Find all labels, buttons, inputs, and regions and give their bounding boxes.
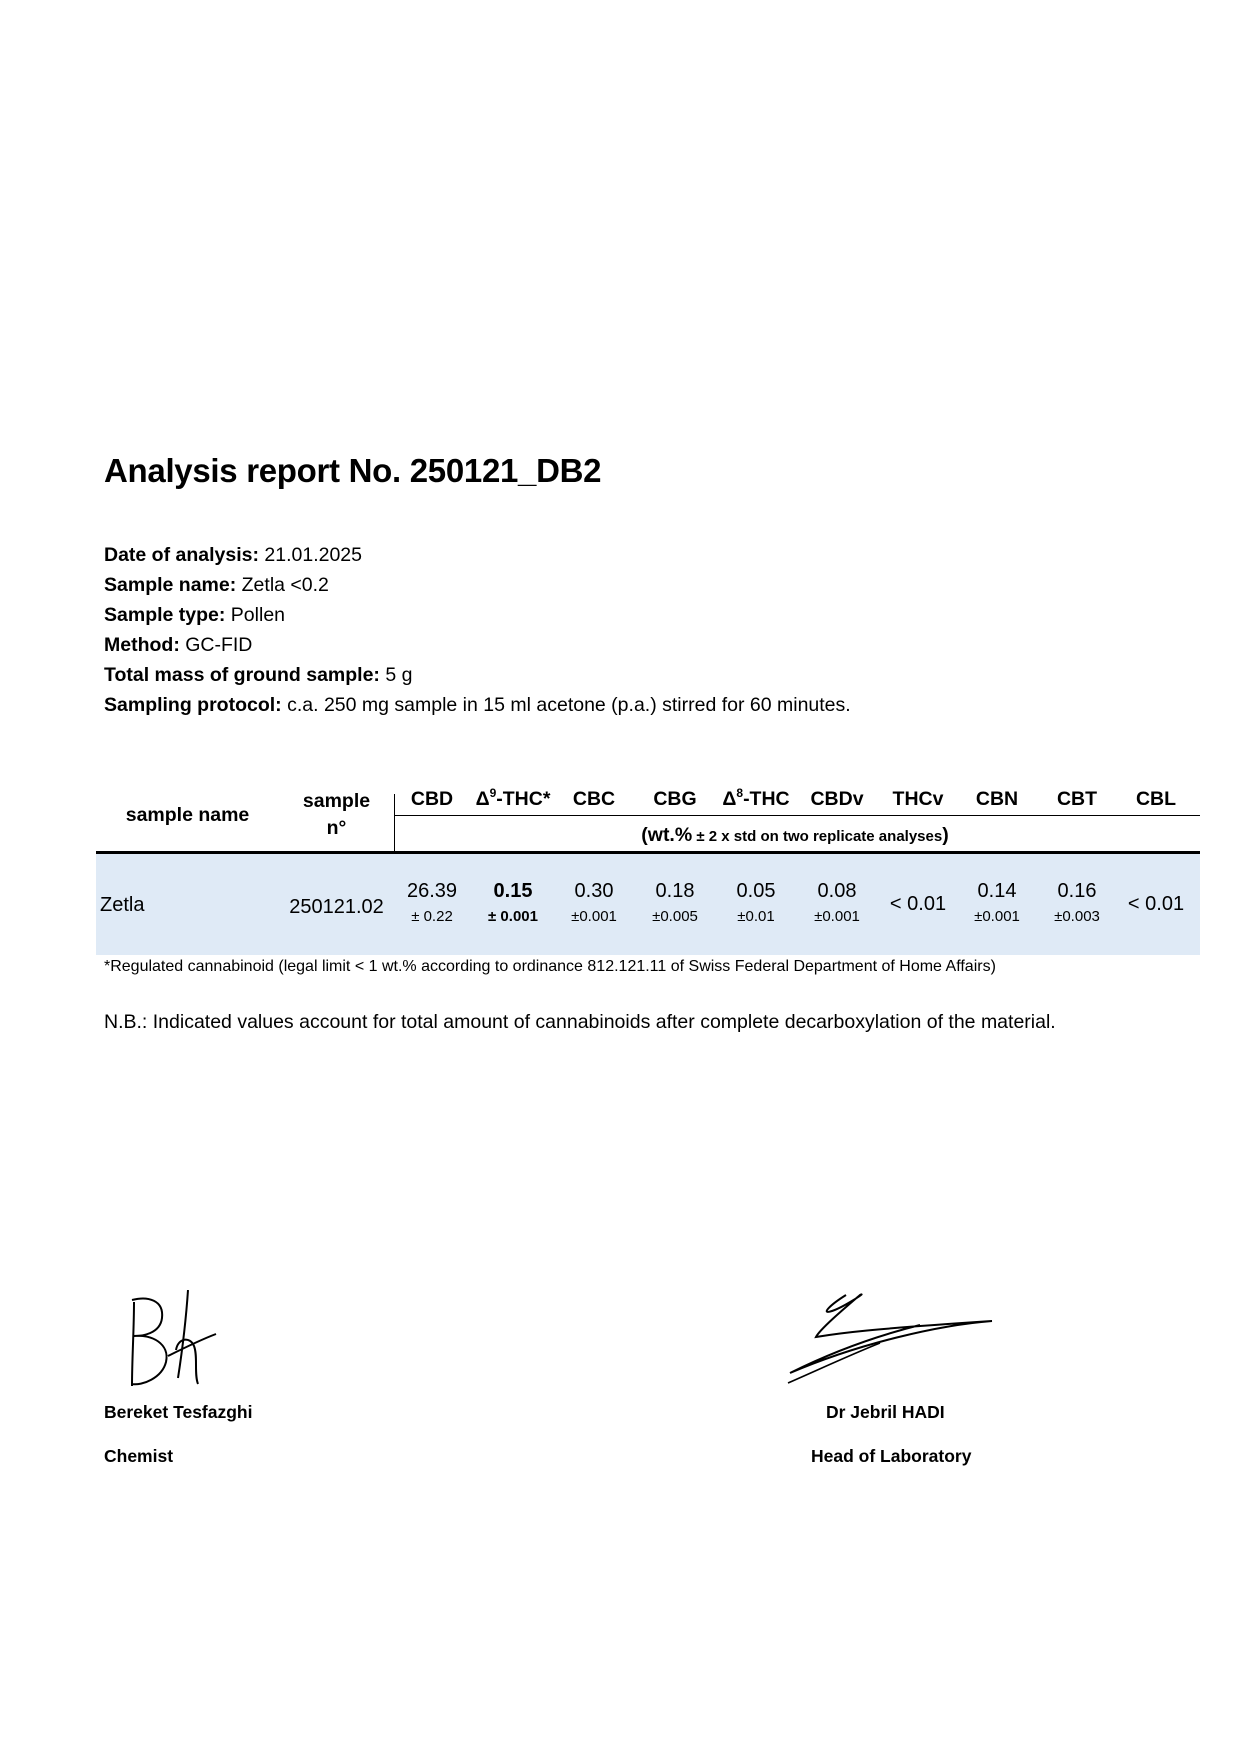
footnote: *Regulated cannabinoid (legal limit < 1 wt.% according to ordinance 812.121.11 of Swiss Federal Department of Home Affairs): [104, 958, 996, 975]
cell-value: 0.15: [493, 880, 533, 902]
signer-1-name: Bereket Tesfazghi: [104, 1402, 253, 1422]
cell-sample-name: Zetla: [100, 894, 145, 916]
header-sample-no-1: sample: [302, 790, 371, 812]
header-cannabinoid: CBG: [653, 788, 697, 810]
cell-value: 0.16: [1057, 880, 1097, 902]
header-cannabinoid: THCv: [892, 788, 944, 810]
cell-value: < 0.01: [889, 893, 947, 915]
cell-uncertainty: ±0.001: [974, 908, 1020, 925]
meta-date: Date of analysis: 21.01.2025: [104, 544, 363, 566]
header-sample-name: sample name: [125, 804, 250, 826]
signer-2-name: Dr Jebril HADI: [826, 1402, 945, 1422]
cell-uncertainty: ±0.001: [814, 908, 860, 925]
header-cannabinoid: $\Delta^8$-THC: [722, 786, 790, 810]
header-sample-no-2: n°: [326, 817, 347, 839]
meta-method: Method: GC-FID: [104, 634, 253, 656]
cell-value: 0.14: [977, 880, 1017, 902]
cell-uncertainty: ± 0.22: [411, 908, 453, 925]
cell-value: 0.18: [655, 880, 695, 902]
header-bottom-rule: [96, 851, 1200, 854]
signature-bereket-tesfazghi: [118, 1290, 228, 1390]
header-cannabinoid: CBC: [572, 788, 616, 810]
cell-value: 0.08: [817, 880, 857, 902]
cell-sample-no: 250121.02: [289, 896, 384, 918]
meta-sampling-protocol: Sampling protocol: c.a. 250 mg sample in 15 ml acetone (p.a.) stirred for 60 minutes.: [104, 694, 851, 716]
header-cannabinoid: CBN: [975, 788, 1019, 810]
meta-total-mass: Total mass of ground sample: 5 g: [104, 664, 413, 686]
cell-value: < 0.01: [1127, 893, 1185, 915]
header-cannabinoid: CBT: [1056, 788, 1098, 810]
nb-note: N.B.: Indicated values account for total amount of cannabinoids after complete decarboxylation of the material.: [104, 1011, 1056, 1033]
cell-uncertainty: ±0.003: [1054, 908, 1100, 925]
signer-2-role: Head of Laboratory: [811, 1446, 972, 1466]
header-divider: [395, 815, 1200, 816]
cell-uncertainty: ±0.005: [652, 908, 698, 925]
signature-jebril-hadi: [780, 1285, 1000, 1385]
meta-sample-name: Sample name: Zetla <0.2: [104, 574, 329, 596]
cell-uncertainty: ±0.001: [571, 908, 617, 925]
header-cannabinoid: $\Delta^9-THC*$: [475, 786, 551, 810]
cell-value: 0.30: [574, 880, 614, 902]
header-cannabinoid: CBL: [1135, 788, 1177, 810]
cell-uncertainty: ±0.01: [737, 908, 775, 925]
meta-sample-type: Sample type: Pollen: [104, 604, 286, 626]
header-cannabinoid: CBD: [410, 788, 454, 810]
cell-value: 26.39: [406, 880, 458, 902]
table-row-background: [96, 854, 1200, 955]
cell-value: 0.05: [736, 880, 776, 902]
cell-uncertainty: ± 0.001: [488, 908, 538, 925]
header-cannabinoid: CBDv: [810, 788, 864, 810]
report-title: Analysis report No. 250121_DB2: [104, 452, 602, 489]
units-caption: (wt.% ± 2 x std on two replicate analyses): [641, 824, 949, 846]
signer-1-role: Chemist: [104, 1446, 174, 1466]
